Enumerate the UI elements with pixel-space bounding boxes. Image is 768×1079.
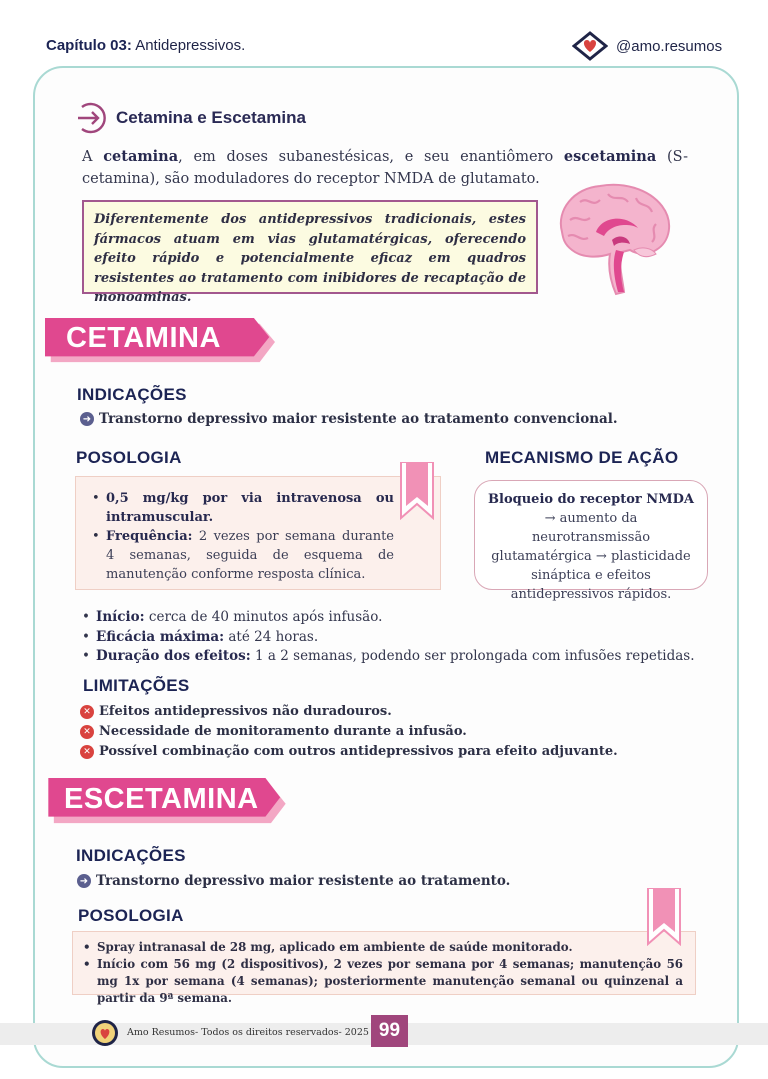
mecanismo-text: → aumento da neurotransmissão glutamatérgica → plasticidade sináptica e efeitos antidepressivos rápidos. <box>491 511 691 602</box>
bookmark-ribbon-icon <box>646 888 682 946</box>
arrow-right-icon: ➜ <box>80 412 94 426</box>
highlight-quote-box: Diferentemente dos antidepressivos tradicionais, estes fármacos atuam em vias glutamatérgicas, oferecendo efeito rápido e potencialmente eficaz em quadros resistentes ao tratamento com inibidores de recaptação de monoaminas. <box>82 200 538 294</box>
limitacao-text: Possível combinação com outros antidepressivos para efeito adjuvante. <box>99 744 618 759</box>
x-circle-icon: ✕ <box>80 745 94 759</box>
cetamina-limitacoes-title: LIMITAÇÕES <box>83 676 190 695</box>
tempo-label: Duração dos efeitos: <box>96 648 251 664</box>
chapter-title: Antidepressivos. <box>135 37 246 54</box>
tempo-text: cerca de 40 minutos após infusão. <box>144 609 383 625</box>
cetamina-banner-title: CETAMINA <box>66 322 221 354</box>
page-number: 99 <box>371 1015 408 1047</box>
tempo-item <box>82 628 702 648</box>
posologia-item: • Spray intranasal de 28 mg, aplicado em ambiente de saúde monitorado. <box>83 939 683 956</box>
tempo-label: Início: <box>96 609 145 625</box>
posologia-item <box>92 489 394 527</box>
cetamina-indicacao-text: Transtorno depressivo maior resistente ao tratamento convencional. <box>99 411 618 427</box>
cetamina-indicacoes-title: INDICAÇÕES <box>77 385 187 404</box>
intro-text: , em doses subanestésicas, e seu enantiômero <box>178 149 564 165</box>
mecanismo-bold: Bloqueio do receptor NMDA <box>488 492 694 507</box>
limitacao-text: Necessidade de monitoramento durante a infusão. <box>99 724 467 739</box>
posologia-text: 2 vezes por semana durante 4 semanas, seguida de esquema de manutenção conforme resposta clínica. <box>106 529 394 582</box>
cetamina-posologia-title: POSOLOGIA <box>76 448 182 467</box>
posologia-item: • Início com 56 mg (2 dispositivos), 2 vezes por semana por 4 semanas; manutenção 56 mg 1x por semana (4 semanas); posteriormente manutenção semanal ou quinzenal a partir da 9ª semana. <box>83 956 683 1007</box>
tempo-text: 1 a 2 semanas, podendo ser prolongada com infusões repetidas. <box>250 648 695 664</box>
chapter-label: Capítulo 03: <box>46 37 132 54</box>
x-circle-icon: ✕ <box>80 705 94 719</box>
cetamina-posologia-box <box>75 476 441 590</box>
intro-text: A <box>82 149 104 165</box>
section-heading <box>74 101 306 135</box>
arrow-circle-icon <box>74 101 108 135</box>
escetamina-indicacao-item <box>77 873 510 889</box>
section-title: Cetamina e Escetamina <box>116 108 306 127</box>
limitacao-item <box>80 724 467 739</box>
escetamina-posologia-title: POSOLOGIA <box>78 906 184 925</box>
cetamina-tempos-list <box>82 608 702 667</box>
escetamina-banner-title: ESCETAMINA <box>64 783 259 815</box>
intro-term-escetamina: escetamina <box>563 148 657 165</box>
limitacao-item <box>80 704 392 719</box>
brand-header <box>572 31 722 61</box>
intro-text: (S-cetamina), são moduladores do receptor NMDA de glutamato. <box>82 149 688 187</box>
posologia-label: Frequência: <box>106 529 193 544</box>
limitacao-text: Efeitos antidepressivos não duradouros. <box>99 704 392 719</box>
escetamina-indicacoes-title: INDICAÇÕES <box>76 846 186 865</box>
escetamina-indicacao-text: Transtorno depressivo maior resistente ao tratamento. <box>96 873 511 889</box>
posologia-dose-text: 0,5 mg/kg por via intravenosa ou intramuscular. <box>106 491 394 525</box>
intro-term-cetamina: cetamina <box>103 148 179 165</box>
x-circle-icon: ✕ <box>80 725 94 739</box>
cetamina-indicacao-item <box>80 411 618 427</box>
brain-illustration <box>552 180 676 296</box>
footer-copyright: Amo Resumos- Todos os direitos reservados- 2025 <box>127 1027 369 1038</box>
brand-handle: @amo.resumos <box>616 37 723 55</box>
posologia-item <box>92 527 394 584</box>
cetamina-mecanismo-title: MECANISMO DE AÇÃO <box>485 448 679 467</box>
tempo-item <box>82 608 702 628</box>
cetamina-mecanismo-box <box>474 480 708 602</box>
footer-logo-icon <box>91 1019 119 1047</box>
chapter-header <box>46 37 245 54</box>
bookmark-ribbon-icon <box>399 462 435 520</box>
heart-logo-icon <box>572 31 608 61</box>
tempo-item <box>82 647 702 667</box>
limitacao-item <box>80 744 618 759</box>
escetamina-posologia-box <box>72 931 696 1005</box>
tempo-label: Eficácia máxima: <box>96 628 225 645</box>
tempo-text: até 24 horas. <box>224 628 319 645</box>
arrow-right-icon: ➜ <box>77 874 91 888</box>
